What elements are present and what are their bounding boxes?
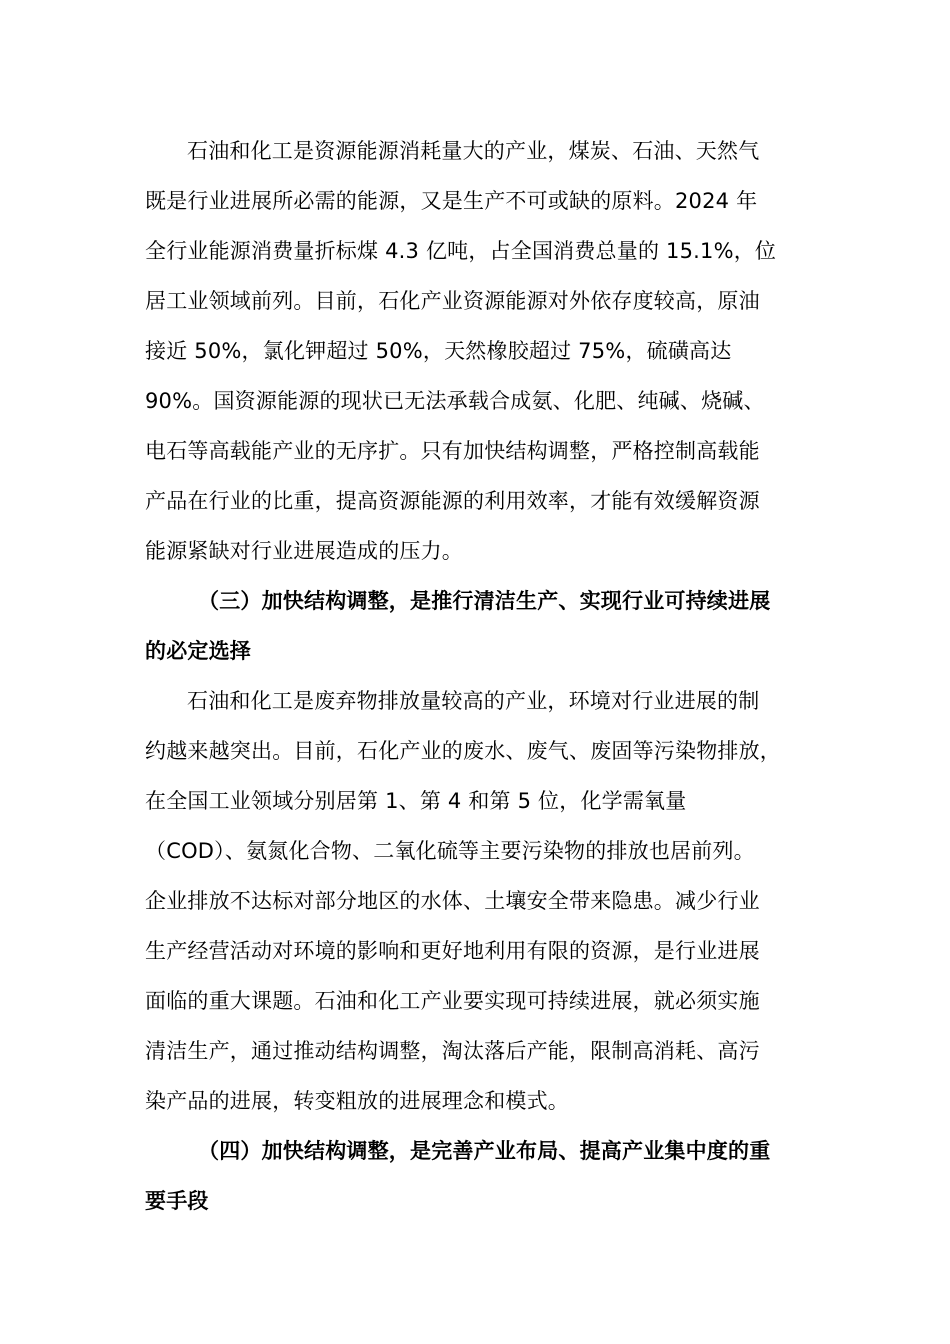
paragraph-line: 90%。国资源能源的现状已无法承载合成氨、化肥、纯碱、烧碱、 (145, 389, 765, 413)
paragraph-line: 约越来越突出。目前，石化产业的废水、废气、废固等污染物排放， (145, 739, 781, 763)
paragraph-line: 电石等高载能产业的无序扩。只有加快结构调整，严格控制高载能 (145, 439, 760, 463)
paragraph-line: 清洁生产，通过推动结构调整，淘汰落后产能，限制高消耗、高污 (145, 1039, 760, 1063)
paragraph-line: 生产经营活动对环境的影响和更好地利用有限的资源，是行业进展 (145, 939, 760, 963)
heading-line: （三）加快结构调整，是推行清洁生产、实现行业可持续进展 (198, 589, 771, 613)
heading-line: 的必定选择 (145, 639, 251, 663)
paragraph-line: 在全国工业领域分别居第 1、第 4 和第 5 位，化学需氧量 (145, 789, 687, 813)
paragraph-line: 接近 50%，氯化钾超过 50%，天然橡胶超过 75%，硫磺高达 (145, 339, 732, 363)
paragraph-line: 企业排放不达标对部分地区的水体、土壤安全带来隐患。减少行业 (145, 889, 760, 913)
paragraph-line: 全行业能源消费量折标煤 4.3 亿吨，占全国消费总量的 15.1%，位 (145, 239, 777, 263)
paragraph-line: 居工业领域前列。目前，石化产业资源能源对外依存度较高，原油 (145, 289, 760, 313)
paragraph-line: 既是行业进展所必需的能源，又是生产不可或缺的原料。2024 年 (145, 189, 758, 213)
paragraph-line: 面临的重大课题。石油和化工产业要实现可持续进展，就必须实施 (145, 989, 760, 1013)
paragraph-line: 石油和化工是废弃物排放量较高的产业，环境对行业进展的制 (187, 689, 760, 713)
heading-line: 要手段 (145, 1189, 209, 1213)
heading-line: （四）加快结构调整，是完善产业布局、提高产业集中度的重 (198, 1139, 771, 1163)
paragraph-line: 染产品的进展，转变粗放的进展理念和模式。 (145, 1089, 569, 1113)
paragraph-line: （COD）、氨氮化合物、二氧化硫等主要污染物的排放也居前列。 (145, 839, 755, 863)
paragraph-line: 产品在行业的比重，提高资源能源的利用效率，才能有效缓解资源 (145, 489, 760, 513)
paragraph-line: 石油和化工是资源能源消耗量大的产业，煤炭、石油、天然气 (187, 139, 760, 163)
paragraph-line: 能源紧缺对行业进展造成的压力。 (145, 539, 463, 563)
